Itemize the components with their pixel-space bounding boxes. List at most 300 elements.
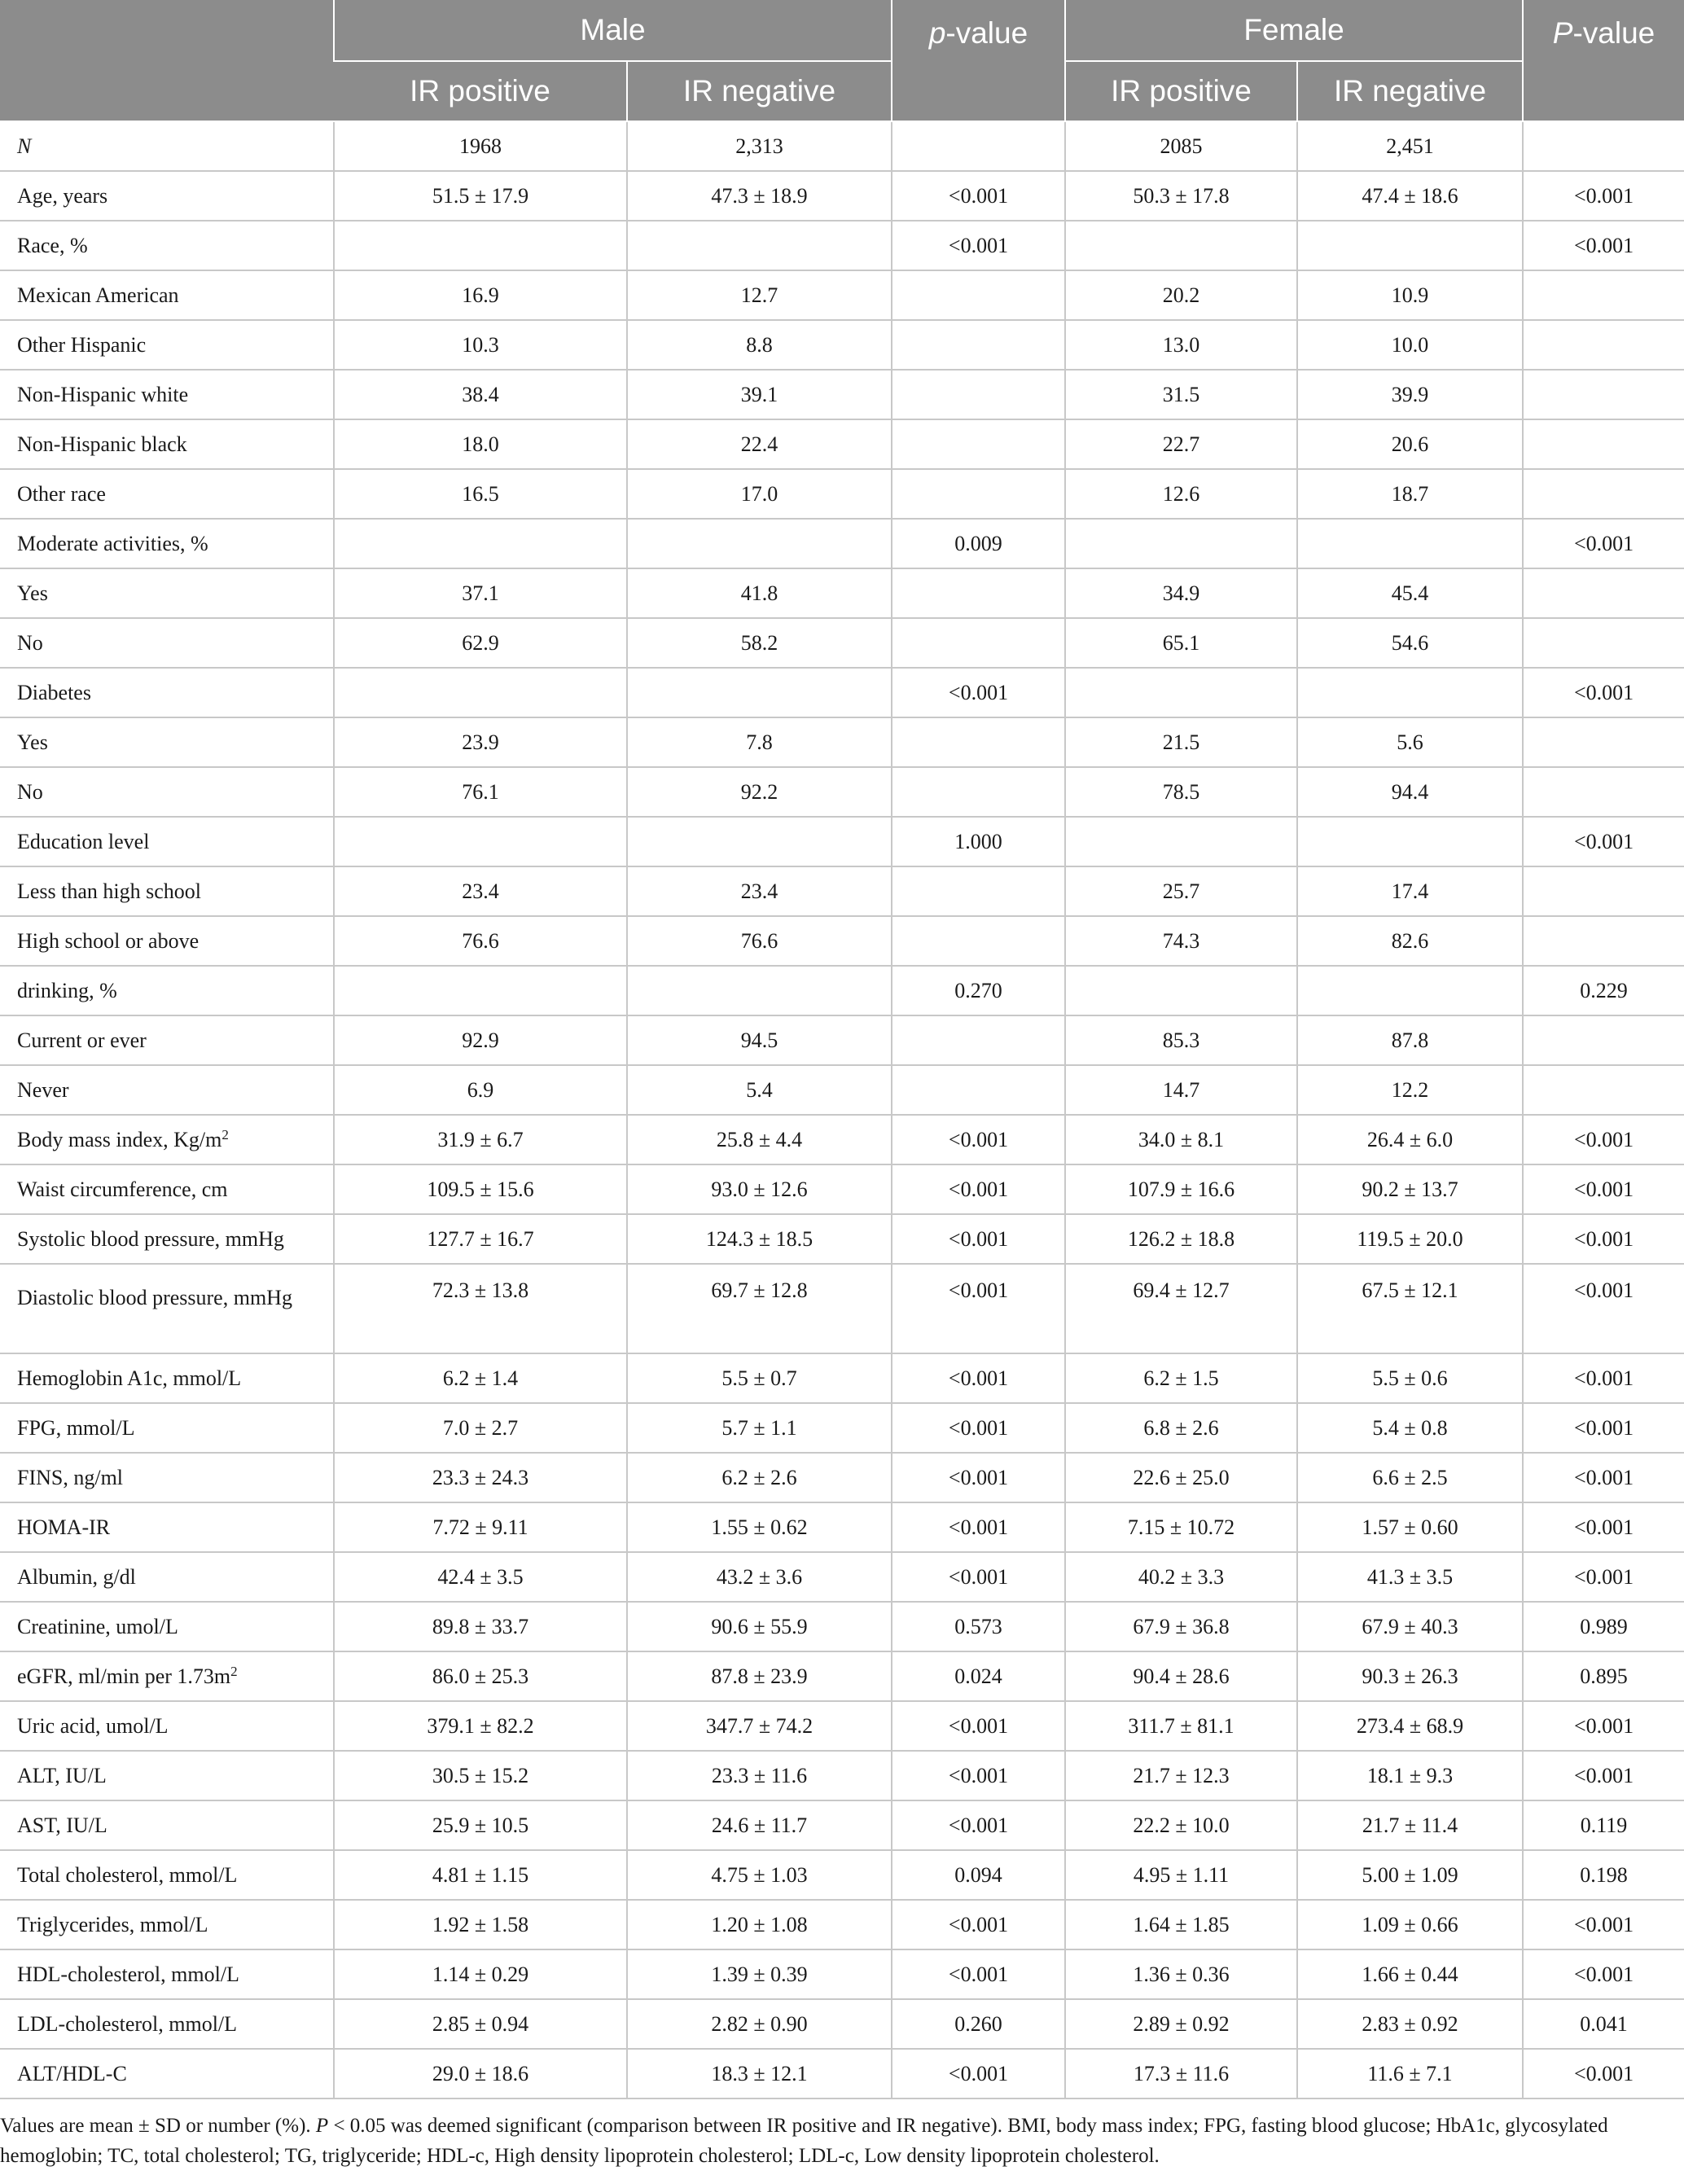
cell-male-p-value: <0.001 <box>892 1353 1065 1403</box>
header-female-p-value: P-value <box>1523 0 1684 121</box>
cell-female-p-value <box>1523 1015 1684 1065</box>
cell-female-ir-positive: 2.89 ± 0.92 <box>1065 1999 1297 2049</box>
cell-male-ir-negative <box>627 668 892 717</box>
cell-male-ir-positive: 10.3 <box>334 320 627 370</box>
cell-male-p-value: <0.001 <box>892 221 1065 270</box>
cell-male-ir-negative: 25.8 ± 4.4 <box>627 1115 892 1164</box>
row-label <box>0 717 334 767</box>
cell-female-ir-positive: 69.4 ± 12.7 <box>1065 1264 1297 1353</box>
cell-female-p-value: <0.001 <box>1523 519 1684 568</box>
cell-female-p-value: <0.001 <box>1523 1214 1684 1264</box>
cell-female-p-value <box>1523 866 1684 916</box>
cell-female-ir-positive: 31.5 <box>1065 370 1297 419</box>
cell-male-ir-negative: 93.0 ± 12.6 <box>627 1164 892 1214</box>
table-row <box>0 1651 1684 1701</box>
row-label-text: ALT/HDL-C <box>17 2061 127 2085</box>
table-row <box>0 668 1684 717</box>
cell-female-ir-negative: 10.9 <box>1297 270 1523 320</box>
cell-female-ir-positive: 6.8 ± 2.6 <box>1065 1403 1297 1453</box>
cell-male-ir-negative: 6.2 ± 2.6 <box>627 1453 892 1502</box>
row-label <box>0 1949 334 1999</box>
table-row <box>0 1701 1684 1751</box>
cell-female-ir-negative <box>1297 817 1523 866</box>
row-label <box>0 1999 334 2049</box>
cell-male-ir-negative: 39.1 <box>627 370 892 419</box>
table-row <box>0 866 1684 916</box>
row-label <box>0 370 334 419</box>
row-label <box>0 1502 334 1552</box>
cell-female-p-value: <0.001 <box>1523 171 1684 221</box>
cell-male-p-value <box>892 469 1065 519</box>
row-label <box>0 1751 334 1800</box>
header-male: Male <box>334 0 892 61</box>
cell-male-ir-positive <box>334 221 627 270</box>
cell-female-ir-negative: 41.3 ± 3.5 <box>1297 1552 1523 1602</box>
table-row <box>0 966 1684 1015</box>
cell-female-p-value <box>1523 717 1684 767</box>
table-row <box>0 2049 1684 2098</box>
cell-male-ir-positive: 23.3 ± 24.3 <box>334 1453 627 1502</box>
row-label <box>0 568 334 618</box>
cell-male-ir-positive: 42.4 ± 3.5 <box>334 1552 627 1602</box>
cell-female-p-value: <0.001 <box>1523 2049 1684 2098</box>
cell-female-ir-negative <box>1297 519 1523 568</box>
cell-male-p-value <box>892 1065 1065 1115</box>
cell-male-p-value: <0.001 <box>892 1552 1065 1602</box>
cell-male-ir-negative: 347.7 ± 74.2 <box>627 1701 892 1751</box>
cell-male-p-value: <0.001 <box>892 1900 1065 1949</box>
header-female-ir-positive: IR positive <box>1065 61 1297 121</box>
cell-female-ir-negative: 39.9 <box>1297 370 1523 419</box>
cell-female-ir-negative: 10.0 <box>1297 320 1523 370</box>
row-label-text: ALT, IU/L <box>17 1763 107 1787</box>
cell-male-ir-positive: 51.5 ± 17.9 <box>334 171 627 221</box>
row-label <box>0 767 334 817</box>
table-row <box>0 1999 1684 2049</box>
cell-male-ir-positive: 16.5 <box>334 469 627 519</box>
table-row <box>0 1453 1684 1502</box>
cell-male-ir-positive: 2.85 ± 0.94 <box>334 1999 627 2049</box>
cell-male-ir-negative: 94.5 <box>627 1015 892 1065</box>
cell-female-ir-negative: 2.83 ± 0.92 <box>1297 1999 1523 2049</box>
cell-female-ir-negative: 1.66 ± 0.44 <box>1297 1949 1523 1999</box>
cell-female-ir-positive: 90.4 ± 28.6 <box>1065 1651 1297 1701</box>
row-label <box>0 1403 334 1453</box>
cell-male-p-value: 0.573 <box>892 1602 1065 1651</box>
cell-female-ir-negative: 45.4 <box>1297 568 1523 618</box>
table-row <box>0 370 1684 419</box>
row-label-superscript: 2 <box>230 1663 238 1679</box>
row-label-superscript: 2 <box>221 1126 229 1142</box>
cell-female-p-value <box>1523 618 1684 668</box>
cell-male-ir-negative <box>627 221 892 270</box>
cell-male-p-value: <0.001 <box>892 668 1065 717</box>
header-female: Female <box>1065 0 1523 61</box>
cell-male-p-value <box>892 370 1065 419</box>
cell-female-ir-positive: 65.1 <box>1065 618 1297 668</box>
row-label <box>0 1602 334 1651</box>
cell-male-ir-positive <box>334 817 627 866</box>
table-row <box>0 717 1684 767</box>
row-label <box>0 1353 334 1403</box>
table-row <box>0 1552 1684 1602</box>
cell-female-ir-negative: 82.6 <box>1297 916 1523 966</box>
cell-female-p-value: 0.119 <box>1523 1800 1684 1850</box>
cell-male-ir-positive: 6.9 <box>334 1065 627 1115</box>
cell-male-ir-positive: 23.4 <box>334 866 627 916</box>
row-label-text: No <box>17 630 43 655</box>
cell-male-ir-positive: 29.0 ± 18.6 <box>334 2049 627 2098</box>
cell-female-ir-positive <box>1065 519 1297 568</box>
cell-male-ir-positive: 86.0 ± 25.3 <box>334 1651 627 1701</box>
row-label <box>0 320 334 370</box>
cell-female-ir-positive: 22.6 ± 25.0 <box>1065 1453 1297 1502</box>
cell-male-ir-positive: 37.1 <box>334 568 627 618</box>
cell-female-ir-negative: 67.5 ± 12.1 <box>1297 1264 1523 1353</box>
table-row <box>0 419 1684 469</box>
table-row <box>0 1015 1684 1065</box>
row-label-text: Education level <box>17 829 150 853</box>
cell-male-ir-positive: 89.8 ± 33.7 <box>334 1602 627 1651</box>
table-row <box>0 817 1684 866</box>
row-label-text: FPG, mmol/L <box>17 1415 135 1440</box>
cell-female-ir-negative: 5.6 <box>1297 717 1523 767</box>
cell-female-ir-negative: 94.4 <box>1297 767 1523 817</box>
cell-female-p-value <box>1523 270 1684 320</box>
row-label-text: Non-Hispanic black <box>17 432 187 456</box>
cell-female-ir-positive: 12.6 <box>1065 469 1297 519</box>
cell-female-ir-positive <box>1065 817 1297 866</box>
cell-female-ir-positive: 1.36 ± 0.36 <box>1065 1949 1297 1999</box>
cell-female-ir-positive: 50.3 ± 17.8 <box>1065 171 1297 221</box>
row-label <box>0 1115 334 1164</box>
cell-male-p-value <box>892 916 1065 966</box>
cell-male-ir-negative <box>627 966 892 1015</box>
table-row <box>0 1800 1684 1850</box>
cell-male-ir-negative: 41.8 <box>627 568 892 618</box>
row-label-text: Diastolic blood pressure, mmHg <box>17 1286 292 1309</box>
table-row <box>0 767 1684 817</box>
table-row <box>0 320 1684 370</box>
row-label <box>0 171 334 221</box>
row-label-text: Triglycerides, mmol/L <box>17 1912 208 1936</box>
row-label <box>0 121 334 171</box>
cell-male-ir-negative: 69.7 ± 12.8 <box>627 1264 892 1353</box>
row-label <box>0 1164 334 1214</box>
cell-female-p-value: <0.001 <box>1523 1751 1684 1800</box>
cell-female-ir-negative: 5.00 ± 1.09 <box>1297 1850 1523 1900</box>
cell-male-ir-negative: 18.3 ± 12.1 <box>627 2049 892 2098</box>
cell-male-p-value: <0.001 <box>892 1164 1065 1214</box>
row-label-text: Moderate activities, % <box>17 531 208 555</box>
cell-male-ir-negative: 2.82 ± 0.90 <box>627 1999 892 2049</box>
cell-female-ir-negative: 5.5 ± 0.6 <box>1297 1353 1523 1403</box>
cell-male-ir-positive <box>334 668 627 717</box>
table-row <box>0 916 1684 966</box>
table-row <box>0 1502 1684 1552</box>
cell-female-ir-positive: 85.3 <box>1065 1015 1297 1065</box>
cell-female-ir-negative: 11.6 ± 7.1 <box>1297 2049 1523 2098</box>
cell-male-p-value: <0.001 <box>892 1949 1065 1999</box>
cell-female-ir-negative: 17.4 <box>1297 866 1523 916</box>
row-label <box>0 469 334 519</box>
table-row <box>0 1751 1684 1800</box>
row-label <box>0 866 334 916</box>
cell-male-ir-negative: 47.3 ± 18.9 <box>627 171 892 221</box>
row-label <box>0 1800 334 1850</box>
cell-male-p-value: <0.001 <box>892 1502 1065 1552</box>
row-label <box>0 966 334 1015</box>
cell-female-p-value: <0.001 <box>1523 1164 1684 1214</box>
row-label-text: Waist circumference, cm <box>17 1177 228 1201</box>
row-label <box>0 668 334 717</box>
cell-female-p-value <box>1523 121 1684 171</box>
cell-female-ir-negative: 12.2 <box>1297 1065 1523 1115</box>
cell-female-p-value <box>1523 1065 1684 1115</box>
row-label-text: Total cholesterol, mmol/L <box>17 1862 238 1887</box>
row-label <box>0 1850 334 1900</box>
cell-male-ir-positive: 7.0 ± 2.7 <box>334 1403 627 1453</box>
cell-male-ir-positive: 92.9 <box>334 1015 627 1065</box>
row-label-text: eGFR, ml/min per 1.73m <box>17 1664 231 1688</box>
cell-female-p-value <box>1523 916 1684 966</box>
row-label <box>0 1651 334 1701</box>
cell-male-p-value: <0.001 <box>892 2049 1065 2098</box>
cell-male-ir-positive: 38.4 <box>334 370 627 419</box>
table-row <box>0 1214 1684 1264</box>
cell-male-p-value <box>892 320 1065 370</box>
table-row <box>0 568 1684 618</box>
cell-male-ir-negative: 4.75 ± 1.03 <box>627 1850 892 1900</box>
cell-male-ir-positive: 76.1 <box>334 767 627 817</box>
cell-male-ir-negative: 124.3 ± 18.5 <box>627 1214 892 1264</box>
row-label <box>0 1015 334 1065</box>
cell-female-p-value: <0.001 <box>1523 1403 1684 1453</box>
cell-male-p-value <box>892 618 1065 668</box>
cell-male-ir-negative: 92.2 <box>627 767 892 817</box>
cell-male-ir-negative: 58.2 <box>627 618 892 668</box>
cell-male-p-value <box>892 866 1065 916</box>
table-body <box>0 121 1684 2098</box>
table-row <box>0 270 1684 320</box>
cell-female-p-value: <0.001 <box>1523 1353 1684 1403</box>
cell-female-ir-negative: 67.9 ± 40.3 <box>1297 1602 1523 1651</box>
cell-female-ir-negative <box>1297 221 1523 270</box>
cell-female-ir-negative <box>1297 966 1523 1015</box>
row-label-text: Other Hispanic <box>17 332 147 357</box>
cell-female-p-value: <0.001 <box>1523 1453 1684 1502</box>
cell-male-p-value: 0.009 <box>892 519 1065 568</box>
cell-female-ir-positive: 13.0 <box>1065 320 1297 370</box>
header-male-p-value: p-value <box>892 0 1065 121</box>
cell-female-ir-positive: 78.5 <box>1065 767 1297 817</box>
cell-male-ir-negative: 7.8 <box>627 717 892 767</box>
row-label-text: Current or ever <box>17 1028 147 1052</box>
row-label <box>0 1900 334 1949</box>
cell-male-ir-positive: 23.9 <box>334 717 627 767</box>
header-male-ir-positive: IR positive <box>334 61 627 121</box>
cell-female-p-value: <0.001 <box>1523 1701 1684 1751</box>
cell-female-ir-negative: 47.4 ± 18.6 <box>1297 171 1523 221</box>
cell-female-p-value <box>1523 568 1684 618</box>
cell-male-ir-positive: 7.72 ± 9.11 <box>334 1502 627 1552</box>
cell-male-p-value: <0.001 <box>892 1403 1065 1453</box>
cell-male-ir-negative: 8.8 <box>627 320 892 370</box>
row-label <box>0 1453 334 1502</box>
table-row <box>0 1264 1684 1353</box>
table-row <box>0 1850 1684 1900</box>
row-label-text: Non-Hispanic white <box>17 382 189 406</box>
header-female-ir-negative: IR negative <box>1297 61 1523 121</box>
cell-male-p-value: <0.001 <box>892 1115 1065 1164</box>
row-label-text: Uric acid, umol/L <box>17 1713 169 1738</box>
cell-male-ir-positive: 4.81 ± 1.15 <box>334 1850 627 1900</box>
cell-male-ir-negative: 23.4 <box>627 866 892 916</box>
cell-male-p-value: <0.001 <box>892 1800 1065 1850</box>
cell-male-p-value: <0.001 <box>892 1453 1065 1502</box>
cell-female-p-value: 0.229 <box>1523 966 1684 1015</box>
table-row <box>0 221 1684 270</box>
header-male-ir-negative: IR negative <box>627 61 892 121</box>
header-blank-cell <box>0 0 334 121</box>
cell-male-p-value: <0.001 <box>892 1751 1065 1800</box>
row-label <box>0 1214 334 1264</box>
cell-male-ir-negative <box>627 519 892 568</box>
cell-female-ir-positive: 6.2 ± 1.5 <box>1065 1353 1297 1403</box>
cell-male-ir-positive: 18.0 <box>334 419 627 469</box>
cell-female-p-value <box>1523 767 1684 817</box>
cell-male-ir-positive: 109.5 ± 15.6 <box>334 1164 627 1214</box>
cell-female-ir-negative: 5.4 ± 0.8 <box>1297 1403 1523 1453</box>
cell-male-ir-negative: 90.6 ± 55.9 <box>627 1602 892 1651</box>
table-row <box>0 1900 1684 1949</box>
row-label <box>0 618 334 668</box>
cell-male-ir-positive: 25.9 ± 10.5 <box>334 1800 627 1850</box>
cell-female-p-value: 0.041 <box>1523 1999 1684 2049</box>
cell-female-p-value <box>1523 469 1684 519</box>
row-label-text: HDL-cholesterol, mmol/L <box>17 1962 239 1986</box>
table-row <box>0 121 1684 171</box>
cell-female-ir-positive <box>1065 668 1297 717</box>
cell-female-ir-positive: 25.7 <box>1065 866 1297 916</box>
table-header <box>0 0 1684 121</box>
cell-female-ir-negative: 1.09 ± 0.66 <box>1297 1900 1523 1949</box>
cell-male-ir-negative: 5.4 <box>627 1065 892 1115</box>
table-footnote: Values are mean ± SD or number (%). P < 0.05 was deemed significant (comparison between IR positive and IR negative). BMI, body mass index; FPG, fasting blood glucose; HbA1c, glycosylated hemoglobin; TC, total cholesterol; TG, triglyceride; HDL-c, High density lipoprotein cholesterol; LDL-c, Low density lipoprotein cholesterol. <box>0 2115 1608 2167</box>
cell-male-p-value: 0.270 <box>892 966 1065 1015</box>
row-label-text: No <box>17 779 43 804</box>
cell-female-ir-positive: 7.15 ± 10.72 <box>1065 1502 1297 1552</box>
row-label-text: Creatinine, umol/L <box>17 1614 178 1638</box>
cell-female-ir-positive: 1.64 ± 1.85 <box>1065 1900 1297 1949</box>
cell-male-ir-positive: 1.14 ± 0.29 <box>334 1949 627 1999</box>
cell-female-ir-negative: 90.3 ± 26.3 <box>1297 1651 1523 1701</box>
row-label-text: Other race <box>17 481 106 506</box>
table-row <box>0 171 1684 221</box>
row-label-text: LDL-cholesterol, mmol/L <box>17 2011 238 2036</box>
cell-female-ir-positive: 40.2 ± 3.3 <box>1065 1552 1297 1602</box>
cell-male-ir-positive: 379.1 ± 82.2 <box>334 1701 627 1751</box>
cell-female-p-value: <0.001 <box>1523 1502 1684 1552</box>
cell-female-ir-positive: 20.2 <box>1065 270 1297 320</box>
cell-female-ir-negative: 87.8 <box>1297 1015 1523 1065</box>
cell-female-ir-negative: 18.7 <box>1297 469 1523 519</box>
row-label <box>0 270 334 320</box>
row-label-text: Body mass index, Kg/m <box>17 1127 222 1151</box>
cell-male-ir-negative: 1.20 ± 1.08 <box>627 1900 892 1949</box>
row-label <box>0 817 334 866</box>
cell-female-ir-negative: 54.6 <box>1297 618 1523 668</box>
cell-female-p-value: <0.001 <box>1523 817 1684 866</box>
cell-male-ir-negative: 87.8 ± 23.9 <box>627 1651 892 1701</box>
cell-male-p-value <box>892 1015 1065 1065</box>
row-label-text: drinking, % <box>17 978 117 1002</box>
cell-female-p-value <box>1523 370 1684 419</box>
cell-female-ir-negative: 119.5 ± 20.0 <box>1297 1214 1523 1264</box>
cell-female-ir-positive: 126.2 ± 18.8 <box>1065 1214 1297 1264</box>
cell-female-ir-positive <box>1065 966 1297 1015</box>
cell-male-ir-negative: 76.6 <box>627 916 892 966</box>
cell-male-p-value: <0.001 <box>892 171 1065 221</box>
table-row <box>0 1115 1684 1164</box>
table-row <box>0 618 1684 668</box>
cell-female-p-value <box>1523 419 1684 469</box>
cell-male-p-value: <0.001 <box>892 1264 1065 1353</box>
cell-female-p-value: <0.001 <box>1523 1552 1684 1602</box>
cell-female-p-value: 0.198 <box>1523 1850 1684 1900</box>
table-row <box>0 1065 1684 1115</box>
cell-female-ir-negative <box>1297 668 1523 717</box>
cell-female-ir-positive: 67.9 ± 36.8 <box>1065 1602 1297 1651</box>
cell-male-ir-positive: 31.9 ± 6.7 <box>334 1115 627 1164</box>
table-row <box>0 469 1684 519</box>
cell-male-ir-positive: 72.3 ± 13.8 <box>334 1264 627 1353</box>
row-label-text: Yes <box>17 730 48 754</box>
row-label-text: Age, years <box>17 183 108 208</box>
row-label-text: Yes <box>17 581 48 605</box>
row-label-text: High school or above <box>17 928 200 953</box>
row-label-text: Diabetes <box>17 680 91 704</box>
row-label <box>0 1264 334 1353</box>
cell-male-ir-negative: 5.5 ± 0.7 <box>627 1353 892 1403</box>
cell-male-p-value: 0.094 <box>892 1850 1065 1900</box>
cell-male-p-value <box>892 767 1065 817</box>
cell-male-ir-negative: 22.4 <box>627 419 892 469</box>
cell-female-ir-positive: 22.2 ± 10.0 <box>1065 1800 1297 1850</box>
cell-male-p-value: 1.000 <box>892 817 1065 866</box>
cell-female-p-value: <0.001 <box>1523 221 1684 270</box>
row-label <box>0 519 334 568</box>
row-label-text: N <box>17 134 32 158</box>
cell-female-ir-positive: 21.5 <box>1065 717 1297 767</box>
cell-male-p-value <box>892 568 1065 618</box>
cell-female-ir-positive: 34.0 ± 8.1 <box>1065 1115 1297 1164</box>
cell-male-ir-positive: 16.9 <box>334 270 627 320</box>
row-label <box>0 1065 334 1115</box>
cell-male-ir-positive <box>334 519 627 568</box>
cell-male-ir-negative: 43.2 ± 3.6 <box>627 1552 892 1602</box>
cell-male-ir-negative: 17.0 <box>627 469 892 519</box>
row-label-text: Systolic blood pressure, mmHg <box>17 1226 284 1251</box>
row-label <box>0 1552 334 1602</box>
row-label-text: FINS, ng/ml <box>17 1465 124 1489</box>
cell-male-ir-negative: 24.6 ± 11.7 <box>627 1800 892 1850</box>
row-label-text: Never <box>17 1077 69 1102</box>
cell-male-ir-negative: 23.3 ± 11.6 <box>627 1751 892 1800</box>
cell-female-ir-positive: 107.9 ± 16.6 <box>1065 1164 1297 1214</box>
cell-female-ir-positive: 22.7 <box>1065 419 1297 469</box>
cell-male-ir-positive: 30.5 ± 15.2 <box>334 1751 627 1800</box>
